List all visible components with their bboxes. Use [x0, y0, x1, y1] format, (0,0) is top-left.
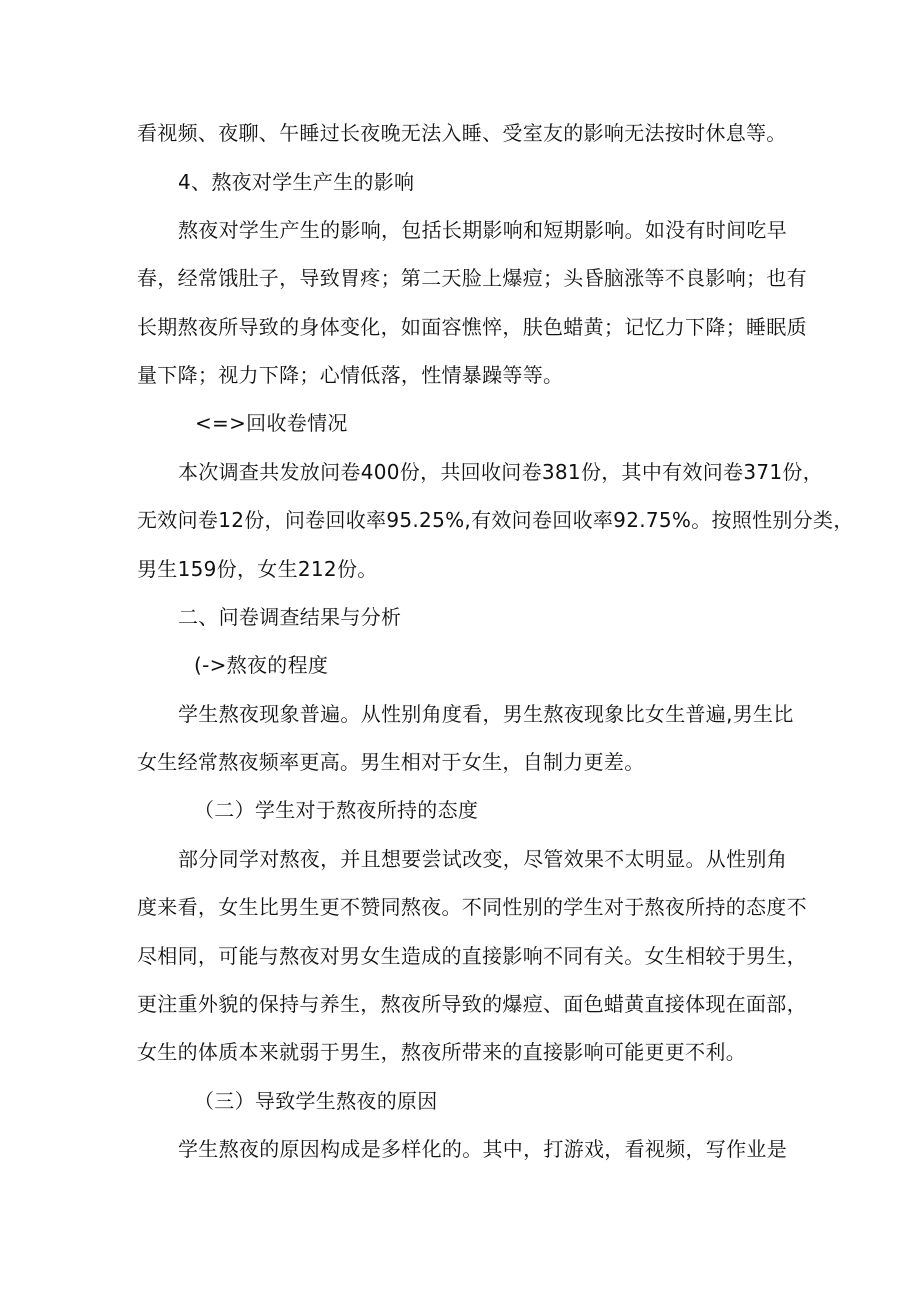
subsection-heading: （二）学生对于熬夜所持的态度	[194, 798, 479, 822]
paragraph-line: 春，经常饿肚子，导致胃疼；第二天脸上爆痘；头昏脑涨等不良影响；也有	[137, 266, 807, 290]
section-heading: 二、问卷调查结果与分析	[178, 605, 402, 629]
subsection-heading: （三）导致学生熬夜的原因	[194, 1089, 438, 1113]
paragraph-line: 学生熬夜的原因构成是多样化的。其中，打游戏，看视频，写作业是	[178, 1137, 787, 1161]
paragraph-line: 学生熬夜现象普遍。从性别角度看，男生熬夜现象比女生普遍,男生比	[178, 702, 794, 726]
section-heading: <=>回收卷情况	[195, 411, 348, 435]
paragraph-line: 无效问卷12份，问卷回收率95.25%,有效问卷回收率92.75%。按照性别分类，	[137, 508, 854, 532]
paragraph-line: 长期熬夜所导致的身体变化，如面容憔悴，肤色蜡黄；记忆力下降；睡眠质	[137, 315, 807, 339]
paragraph-line: 熬夜对学生产生的影响，包括长期影响和短期影响。如没有时间吃早	[178, 218, 787, 242]
section-heading: 4、熬夜对学生产生的影响	[178, 170, 415, 194]
paragraph-line: 本次调查共发放问卷400份，共回收问卷381份，其中有效问卷371份，	[178, 460, 824, 484]
subsection-heading: (->熬夜的程度	[194, 653, 329, 677]
paragraph-line: 度来看，女生比男生更不赞同熬夜。不同性别的学生对于熬夜所持的态度不	[137, 895, 807, 919]
paragraph-line: 女生经常熬夜频率更高。男生相对于女生，自制力更差。	[137, 750, 645, 774]
paragraph-line: 看视频、夜聊、午睡过长夜晚无法入睡、受室友的影响无法按时休息等。	[137, 121, 787, 145]
paragraph-line: 男生159份，女生212份。	[137, 557, 378, 581]
paragraph-line: 尽相同，可能与熬夜对男女生造成的直接影响不同有关。女生相较于男生，	[137, 944, 807, 968]
paragraph-line: 量下降；视力下降；心情低落，性情暴躁等等。	[137, 363, 564, 387]
paragraph-line: 部分同学对熬夜，并且想要尝试改变，尽管效果不太明显。从性别角	[178, 847, 787, 871]
paragraph-line: 女生的体质本来就弱于男生，熬夜所带来的直接影响可能更更不利。	[137, 1040, 746, 1064]
paragraph-line: 更注重外貌的保持与养生，熬夜所导致的爆痘、面色蜡黄直接体现在面部，	[137, 992, 807, 1016]
